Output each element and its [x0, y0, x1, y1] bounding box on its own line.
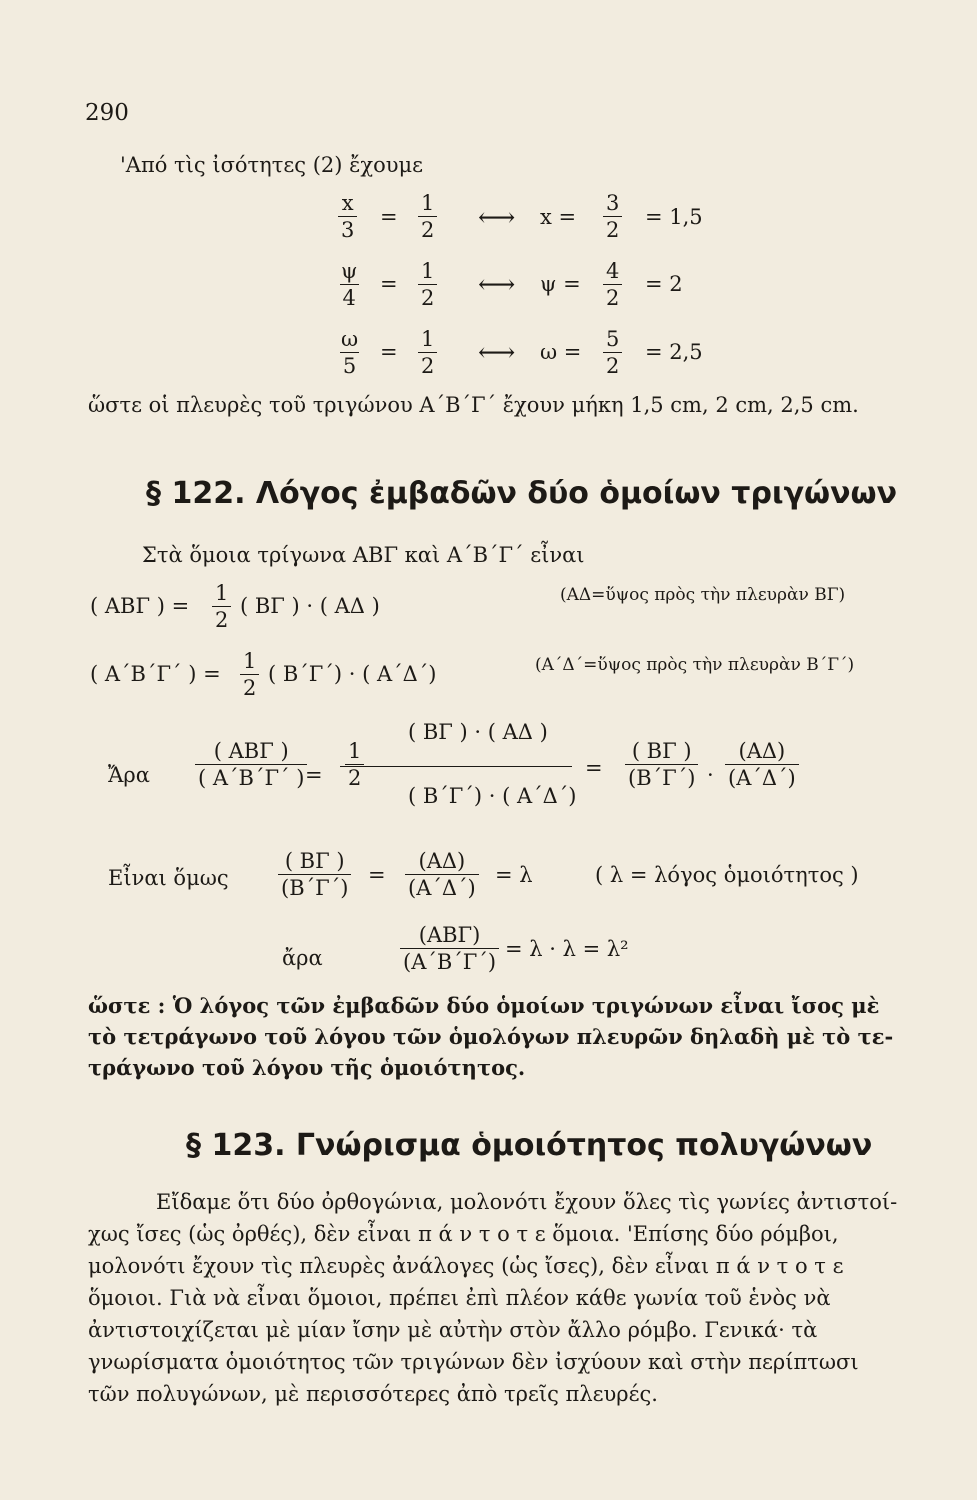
split-fraction-2	[725, 738, 799, 791]
eq2-lhs-num: ψ	[341, 259, 358, 283]
lambda-f1-num: ( ΒΓ )	[284, 849, 345, 873]
eq3-result: = 2,5	[645, 340, 703, 364]
split-f1-den: (Β΄Γ΄)	[625, 764, 698, 791]
eq2-solved-fraction	[603, 258, 622, 311]
area2-note: (Α΄Δ΄=ὕψος πρὸς τὴν πλευρὰν Β΄Γ΄)	[535, 655, 855, 675]
ratio-num: ( ΑΒΓ )	[213, 739, 289, 763]
eq3-rhs-num: 1	[421, 327, 435, 351]
eq3-arrow-icon: ⟷	[478, 338, 516, 368]
ratio-fraction	[195, 738, 307, 791]
eq1-result: = 1,5	[645, 205, 703, 229]
eq3-lhs-fraction	[338, 326, 361, 379]
final-fraction	[400, 922, 499, 975]
area2-half-num: 1	[243, 649, 257, 673]
conclusion-line: ὥστε οἱ πλευρὲς τοῦ τριγώνου Α΄Β΄Γ΄ ἔχουν μήκη 1,5 cm, 2 cm, 2,5 cm.	[88, 393, 859, 417]
area2-half-den: 2	[240, 674, 259, 701]
final-num: (ΑΒΓ)	[418, 923, 481, 947]
eq2-result: = 2	[645, 272, 683, 296]
lambda-value: = λ	[495, 863, 533, 887]
area1-half-num: 1	[215, 581, 229, 605]
half-stacked-num: 1	[348, 739, 362, 763]
eq1-rhs-num: 1	[421, 191, 435, 215]
area2-lhs: ( Α΄Β΄Γ΄ ) =	[90, 662, 221, 686]
eq3-solved-fraction	[603, 326, 622, 379]
body-line: μολονότι ἔχουν τὶς πλευρὲς ἀνάλογες (ὡς ἴσες), δὲν εἶναι π ά ν τ ο τ ε	[88, 1254, 844, 1278]
body-line: τῶν πολυγώνων, μὲ περισσότερες ἀπὸ τρεῖς πλευρές.	[88, 1382, 658, 1406]
big-fraction-bar	[340, 766, 572, 767]
eq2-solved-num: 4	[606, 259, 620, 283]
eq3-lhs-num: ω	[341, 327, 359, 351]
split-dot: ·	[707, 763, 714, 787]
eq2-lhs-solved: ψ =	[540, 272, 581, 296]
theorem-line: τὸ τετράγωνο τοῦ λόγου τῶν ὁμολόγων πλευρῶν δηλαδὴ μὲ τὸ τε-	[88, 1024, 894, 1049]
eq1-lhs-fraction	[338, 190, 357, 243]
body-line: γνωρίσματα ὁμοιότητος τῶν τριγώνων δὲν ἰσχύουν καὶ στὴν περίπτωσι	[88, 1350, 859, 1374]
body-line: Εἴδαμε ὅτι δύο ὀρθογώνια, μολονότι ἔχουν ὅλες τὶς γωνίες ἀντιστοί-	[156, 1190, 898, 1214]
lambda-fraction-1	[278, 848, 351, 901]
eq2-arrow-icon: ⟷	[478, 270, 516, 300]
eq2-equals: =	[380, 272, 398, 296]
eq3-equals: =	[380, 340, 398, 364]
lambda-f1-den: (Β΄Γ΄)	[278, 874, 351, 901]
big-num: ( ΒΓ ) · ( ΑΔ )	[408, 720, 548, 744]
ratio-equals: =	[305, 763, 323, 787]
body-line: χως ἴσες (ὡς ὀρθές), δὲν εἶναι π ά ν τ ο τ ε ὅμοια. 'Επίσης δύο ρόμβοι,	[88, 1222, 839, 1246]
s122-line1: Στὰ ὅμοια τρίγωνα ΑΒΓ καὶ Α΄Β΄Γ΄ εἶναι	[142, 543, 585, 567]
eq2-rhs-fraction	[418, 258, 437, 311]
eq1-solved-num: 3	[606, 191, 620, 215]
eq2-lhs-den: 4	[340, 284, 359, 311]
eq1-lhs-num: x	[341, 191, 354, 215]
intro-line: 'Από τὶς ἰσότητες (2) ἔχουμε	[120, 153, 424, 177]
split-f1-num: ( ΒΓ )	[631, 739, 692, 763]
page-number: 290	[85, 100, 129, 126]
split-fraction-1	[625, 738, 698, 791]
eq3-rhs-den: 2	[418, 352, 437, 379]
area2-rhs: ( Β΄Γ΄) · ( Α΄Δ΄)	[268, 662, 437, 686]
body-line: ὅμοιοι. Γιὰ νὰ εἶναι ὅμοιοι, πρέπει ἐπὶ πλέον κάθε γωνία τοῦ ἑνὸς νὰ	[88, 1286, 831, 1310]
area2-half	[240, 648, 259, 701]
lambda-fraction-2	[405, 848, 479, 901]
area1-half	[212, 580, 231, 633]
eq1-lhs-solved: x =	[540, 205, 577, 229]
eq1-solved-fraction	[603, 190, 622, 243]
half-stacked-den: 2	[345, 764, 364, 791]
eq1-lhs-den: 3	[338, 216, 357, 243]
eq2-lhs-fraction	[338, 258, 360, 311]
eq1-arrow-icon: ⟷	[478, 203, 516, 233]
area1-note: (ΑΔ=ὕψος πρὸς τὴν πλευρὰν ΒΓ)	[560, 585, 846, 605]
section-123-body	[88, 1186, 898, 1410]
area1-lhs: ( ΑΒΓ ) =	[90, 594, 190, 618]
section-123-title: § 123. Γνώρισμα ὁμοιότητος πολυγώνων	[186, 1128, 873, 1163]
theorem-line: τράγωνο τοῦ λόγου τῆς ὁμοιότητος.	[88, 1055, 526, 1080]
eq3-solved-den: 2	[603, 352, 622, 379]
eq2-rhs-den: 2	[418, 284, 437, 311]
final-den: (Α΄Β΄Γ΄)	[400, 948, 499, 975]
eq3-lhs-den: 5	[340, 352, 359, 379]
split-f2-num: (ΑΔ)	[738, 739, 786, 763]
area1-half-den: 2	[212, 606, 231, 633]
half-stacked	[345, 738, 364, 791]
split-equals: =	[585, 756, 603, 780]
big-den: ( Β΄Γ΄) · ( Α΄Δ΄)	[408, 784, 577, 808]
area1-rhs: ( ΒΓ ) · ( ΑΔ )	[240, 594, 380, 618]
einai-omos: Εἶναι ὅμως	[108, 866, 229, 890]
theorem-block	[88, 990, 894, 1083]
ratio-den: ( Α΄Β΄Γ΄ )	[195, 764, 307, 791]
eq2-rhs-num: 1	[421, 259, 435, 283]
lambda-note: ( λ = λόγος ὁμοιότητος )	[595, 863, 859, 887]
ara-label: Ἄρα	[108, 763, 150, 787]
eq1-solved-den: 2	[603, 216, 622, 243]
lambda-f2-den: (Α΄Δ΄)	[405, 874, 479, 901]
eq1-rhs-fraction	[418, 190, 437, 243]
theorem-line: ὥστε : Ὁ λόγος τῶν ἐμβαδῶν δύο ὁμοίων τριγώνων εἶναι ἴσος μὲ	[88, 993, 880, 1018]
body-line: ἀντιστοιχίζεται μὲ μίαν ἴσην μὲ αὐτὴν στὸν ἄλλο ρόμβο. Γενικά· τὰ	[88, 1318, 818, 1342]
eq2-solved-den: 2	[603, 284, 622, 311]
eq3-solved-num: 5	[606, 327, 620, 351]
ara2-label: ἄρα	[282, 946, 323, 970]
eq1-rhs-den: 2	[418, 216, 437, 243]
lambda-f2-num: (ΑΔ)	[418, 849, 466, 873]
lambda-equals: =	[368, 863, 386, 887]
eq1-equals: =	[380, 205, 398, 229]
eq3-lhs-solved: ω =	[540, 340, 582, 364]
final-rhs: = λ · λ = λ²	[505, 937, 629, 961]
split-f2-den: (Α΄Δ΄)	[725, 764, 799, 791]
section-122-title: § 122. Λόγος ἐμβαδῶν δύο ὁμοίων τριγώνων	[146, 476, 898, 511]
eq3-rhs-fraction	[418, 326, 437, 379]
